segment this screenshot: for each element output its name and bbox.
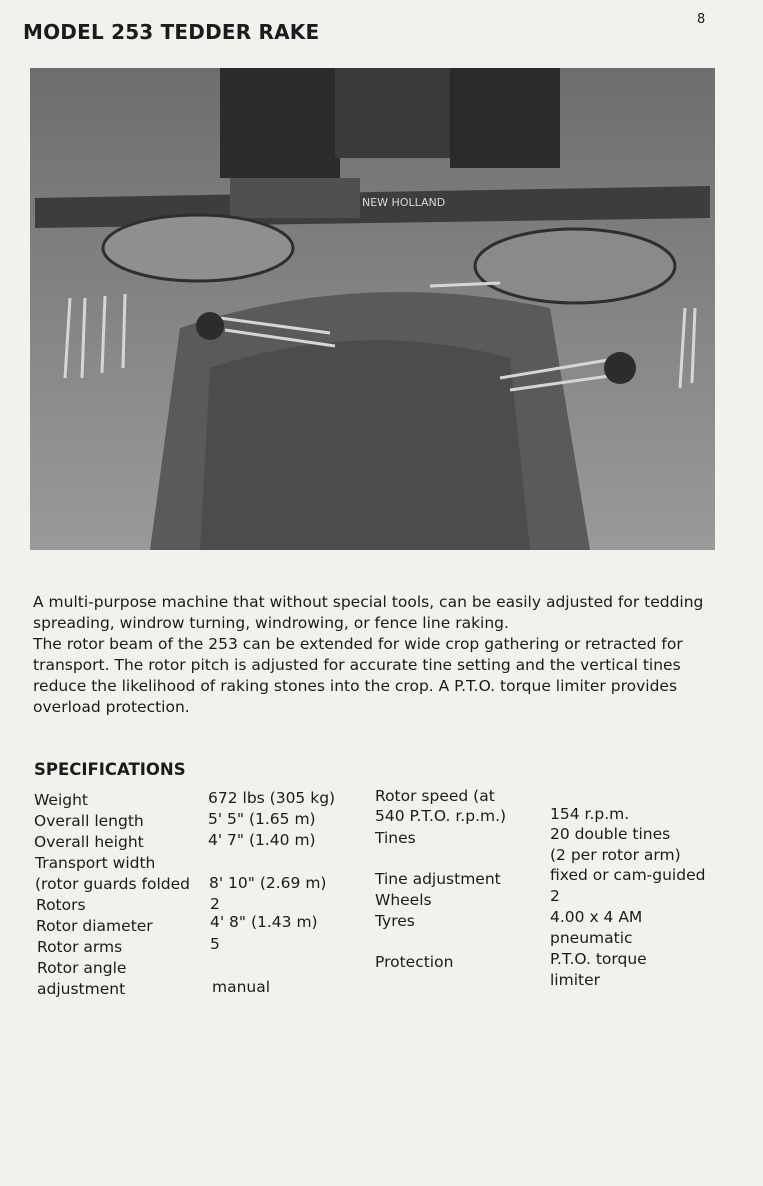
page-number: 8 — [697, 12, 706, 27]
spec-value-weight: 672 lbs (305 kg) — [208, 789, 336, 807]
spec-label-weight: Weight — [34, 791, 89, 809]
spec-value-rotor-diameter: 4' 8" (1.43 m) — [210, 913, 318, 931]
spec-label-overall-height: Overall height — [34, 833, 144, 851]
spec-value-overall-height: 4' 7" (1.40 m) — [208, 831, 316, 849]
spec-label-rotors: Rotors — [36, 896, 86, 914]
spec-label-protection: Protection — [375, 953, 454, 971]
spec-label-wheels: Wheels — [375, 891, 432, 909]
spec-label-tyres: Tyres — [375, 912, 415, 930]
spec-label-overall-length: Overall length — [34, 812, 144, 830]
page-title: MODEL 253 TEDDER RAKE — [23, 20, 320, 44]
spec-label-tines: Tines — [375, 829, 416, 847]
spec-value-adjustment: manual — [212, 978, 271, 996]
spec-label-transport-width: Transport width — [35, 854, 156, 872]
spec-value-tyres-type: pneumatic — [550, 929, 633, 947]
spec-value-rotor-arms: 5 — [210, 935, 220, 953]
spec-value-tine-adjustment: fixed or cam-guided — [550, 866, 706, 884]
specifications-heading: SPECIFICATIONS — [34, 760, 186, 779]
spec-value-overall-length: 5' 5" (1.65 m) — [208, 810, 316, 828]
description-paragraph-2: The rotor beam of the 253 can be extended for wide crop gathering or retracted for transport. The rotor pitch is adjusted for accurate tine setting and the vertical tines reduce the likelihood of raking stones into the crop. A P.T.O. torque limiter provides overload protection. — [33, 635, 683, 716]
machine-brand-label: NEW HOLLAND — [362, 196, 446, 209]
spec-value-transport-width: 8' 10" (2.69 m) — [209, 874, 327, 892]
tedder-rake-photo — [30, 68, 715, 550]
description — [33, 592, 723, 718]
spec-label-rotor-arms: Rotor arms — [37, 938, 123, 956]
spec-value-protection: P.T.O. torque — [550, 950, 647, 968]
spec-label-rotor-angle: Rotor angle — [37, 959, 127, 977]
spec-value-wheels: 2 — [550, 887, 560, 905]
spec-value-tyres: 4.00 x 4 AM — [550, 908, 643, 926]
spec-label-tine-adjustment: Tine adjustment — [375, 870, 501, 888]
spec-label-rotor-diameter: Rotor diameter — [36, 917, 153, 935]
spec-value-protection-2: limiter — [550, 971, 601, 989]
spec-label-rotor-guards-folded: (rotor guards folded — [35, 875, 190, 893]
spec-value-rotors: 2 — [210, 895, 220, 913]
description-paragraph-1: A multi-purpose machine that without special tools, can be easily adjusted for tedding spreading, windrow turning, windrowing, or fence line raking. — [33, 593, 704, 632]
spec-value-rotor-speed: 154 r.p.m. — [550, 805, 630, 823]
spec-label-rotor-speed: Rotor speed (at — [375, 787, 495, 805]
spec-label-adjustment: adjustment — [37, 980, 126, 998]
spec-value-tines-per-arm: (2 per rotor arm) — [550, 846, 681, 864]
spec-value-tines: 20 double tines — [550, 825, 671, 843]
spec-label-pto-rpm: 540 P.T.O. r.p.m.) — [375, 807, 507, 825]
